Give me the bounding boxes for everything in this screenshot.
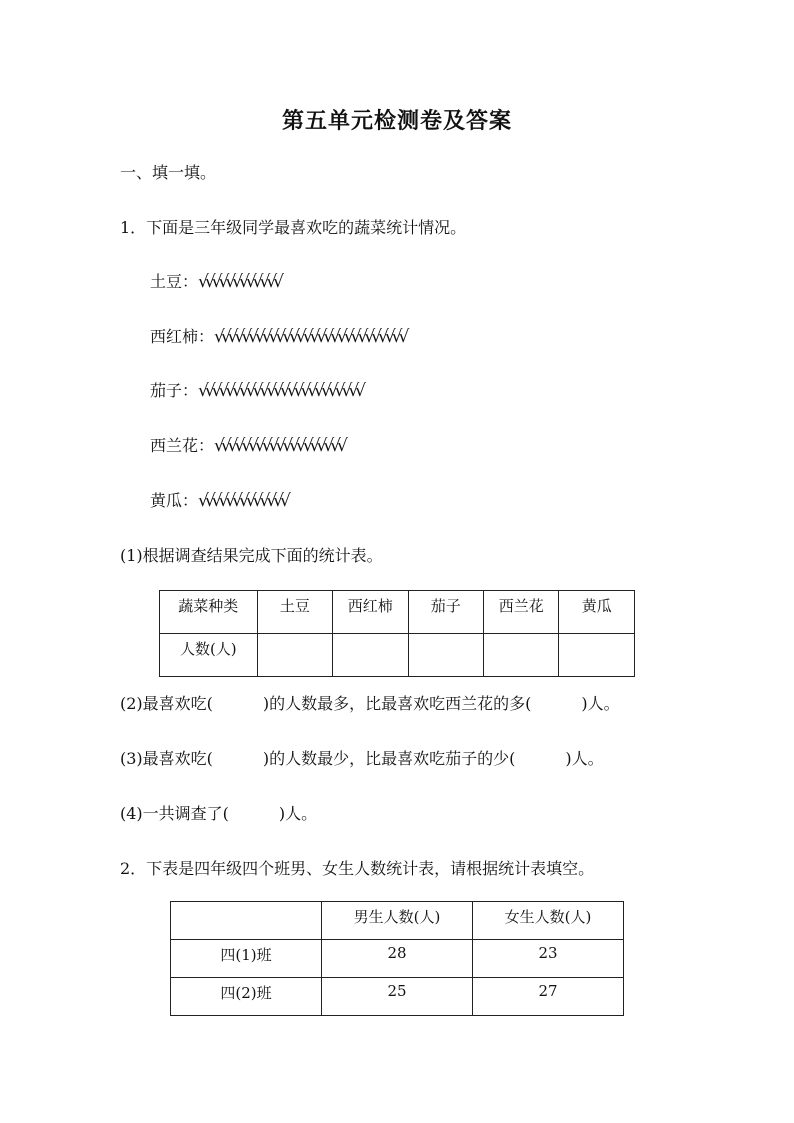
sub-question-1: (1)根据调查结果完成下面的统计表。 (120, 546, 383, 565)
answer-cell[interactable] (408, 634, 483, 677)
answer-cell[interactable] (484, 634, 559, 677)
table-header-cell: 蔬菜种类 (160, 591, 258, 634)
answer-cell[interactable] (559, 634, 635, 677)
table-header-cell: 茄子 (408, 591, 483, 634)
tally-row-cucumber (150, 491, 287, 511)
question-text: (2)最喜欢吃( (120, 694, 213, 713)
tally-row-potato (150, 272, 280, 292)
class-label: 四(2)班 (171, 978, 322, 1016)
question-text: )的人数最多，比最喜欢吃西兰花的多( (262, 694, 532, 713)
tally-marks: √√√√√√√√√√√√√√√√√√√ (214, 436, 344, 456)
tally-row-eggplant (150, 381, 362, 401)
class-gender-table (170, 901, 624, 1016)
section-heading: 一、填一填。 (120, 163, 217, 182)
boys-count: 25 (322, 978, 473, 1016)
tally-marks: √√√√√√√√√√√√√√√√√√√√√√√√ (198, 381, 362, 401)
tally-label: 西红柿： (150, 327, 215, 346)
tally-row-broccoli (150, 436, 344, 456)
question-text: )人。 (565, 749, 604, 768)
class-label: 四(1)班 (171, 940, 322, 978)
tally-row-tomato (150, 327, 405, 347)
table-header-cell: 西兰花 (484, 591, 559, 634)
sub-question-3 (120, 749, 604, 769)
question-text: (4)一共调查了( (120, 804, 229, 823)
girls-count: 27 (473, 978, 624, 1016)
tally-label: 黄瓜： (150, 491, 199, 510)
sub-question-4 (120, 804, 317, 824)
boys-count: 28 (322, 940, 473, 978)
question-2-prompt: 2．下表是四年级四个班男、女生人数统计表，请根据统计表填空。 (120, 859, 595, 878)
table-header-row (160, 591, 635, 634)
table-row (171, 978, 624, 1016)
question-text: (3)最喜欢吃( (120, 749, 213, 768)
table-header-cell: 西红柿 (333, 591, 408, 634)
table-header-row (171, 902, 624, 940)
question-text: )人。 (278, 804, 318, 823)
tally-label: 茄子： (150, 381, 199, 400)
table-row (160, 634, 635, 677)
table-header-cell: 土豆 (257, 591, 332, 634)
sub-question-2 (120, 694, 620, 714)
question-text: )的人数最少，比最喜欢吃茄子的少( (262, 749, 516, 768)
tally-label: 西兰花： (150, 436, 215, 455)
tally-marks: √√√√√√√√√√√√√ (198, 491, 287, 511)
table-header-cell (171, 902, 322, 940)
question-1-prompt: 1．下面是三年级同学最喜欢吃的蔬菜统计情况。 (120, 218, 467, 237)
table-row (171, 940, 624, 978)
answer-cell[interactable] (257, 634, 332, 677)
table-header-cell: 女生人数(人) (473, 902, 624, 940)
tally-label: 土豆： (150, 272, 199, 291)
tally-marks: √√√√√√√√√√√√√√√√√√√√√√√√√√√√ (214, 327, 406, 347)
page-title: 第五单元检测卷及答案 (281, 109, 512, 134)
table-header-cell: 黄瓜 (559, 591, 635, 634)
vegetable-stat-table (159, 590, 635, 677)
answer-cell[interactable] (333, 634, 408, 677)
table-header-cell: 男生人数(人) (322, 902, 473, 940)
question-text: )人。 (581, 694, 620, 713)
tally-marks: √√√√√√√√√√√√ (198, 272, 281, 292)
girls-count: 23 (473, 940, 624, 978)
table-row-label: 人数(人) (160, 634, 258, 677)
